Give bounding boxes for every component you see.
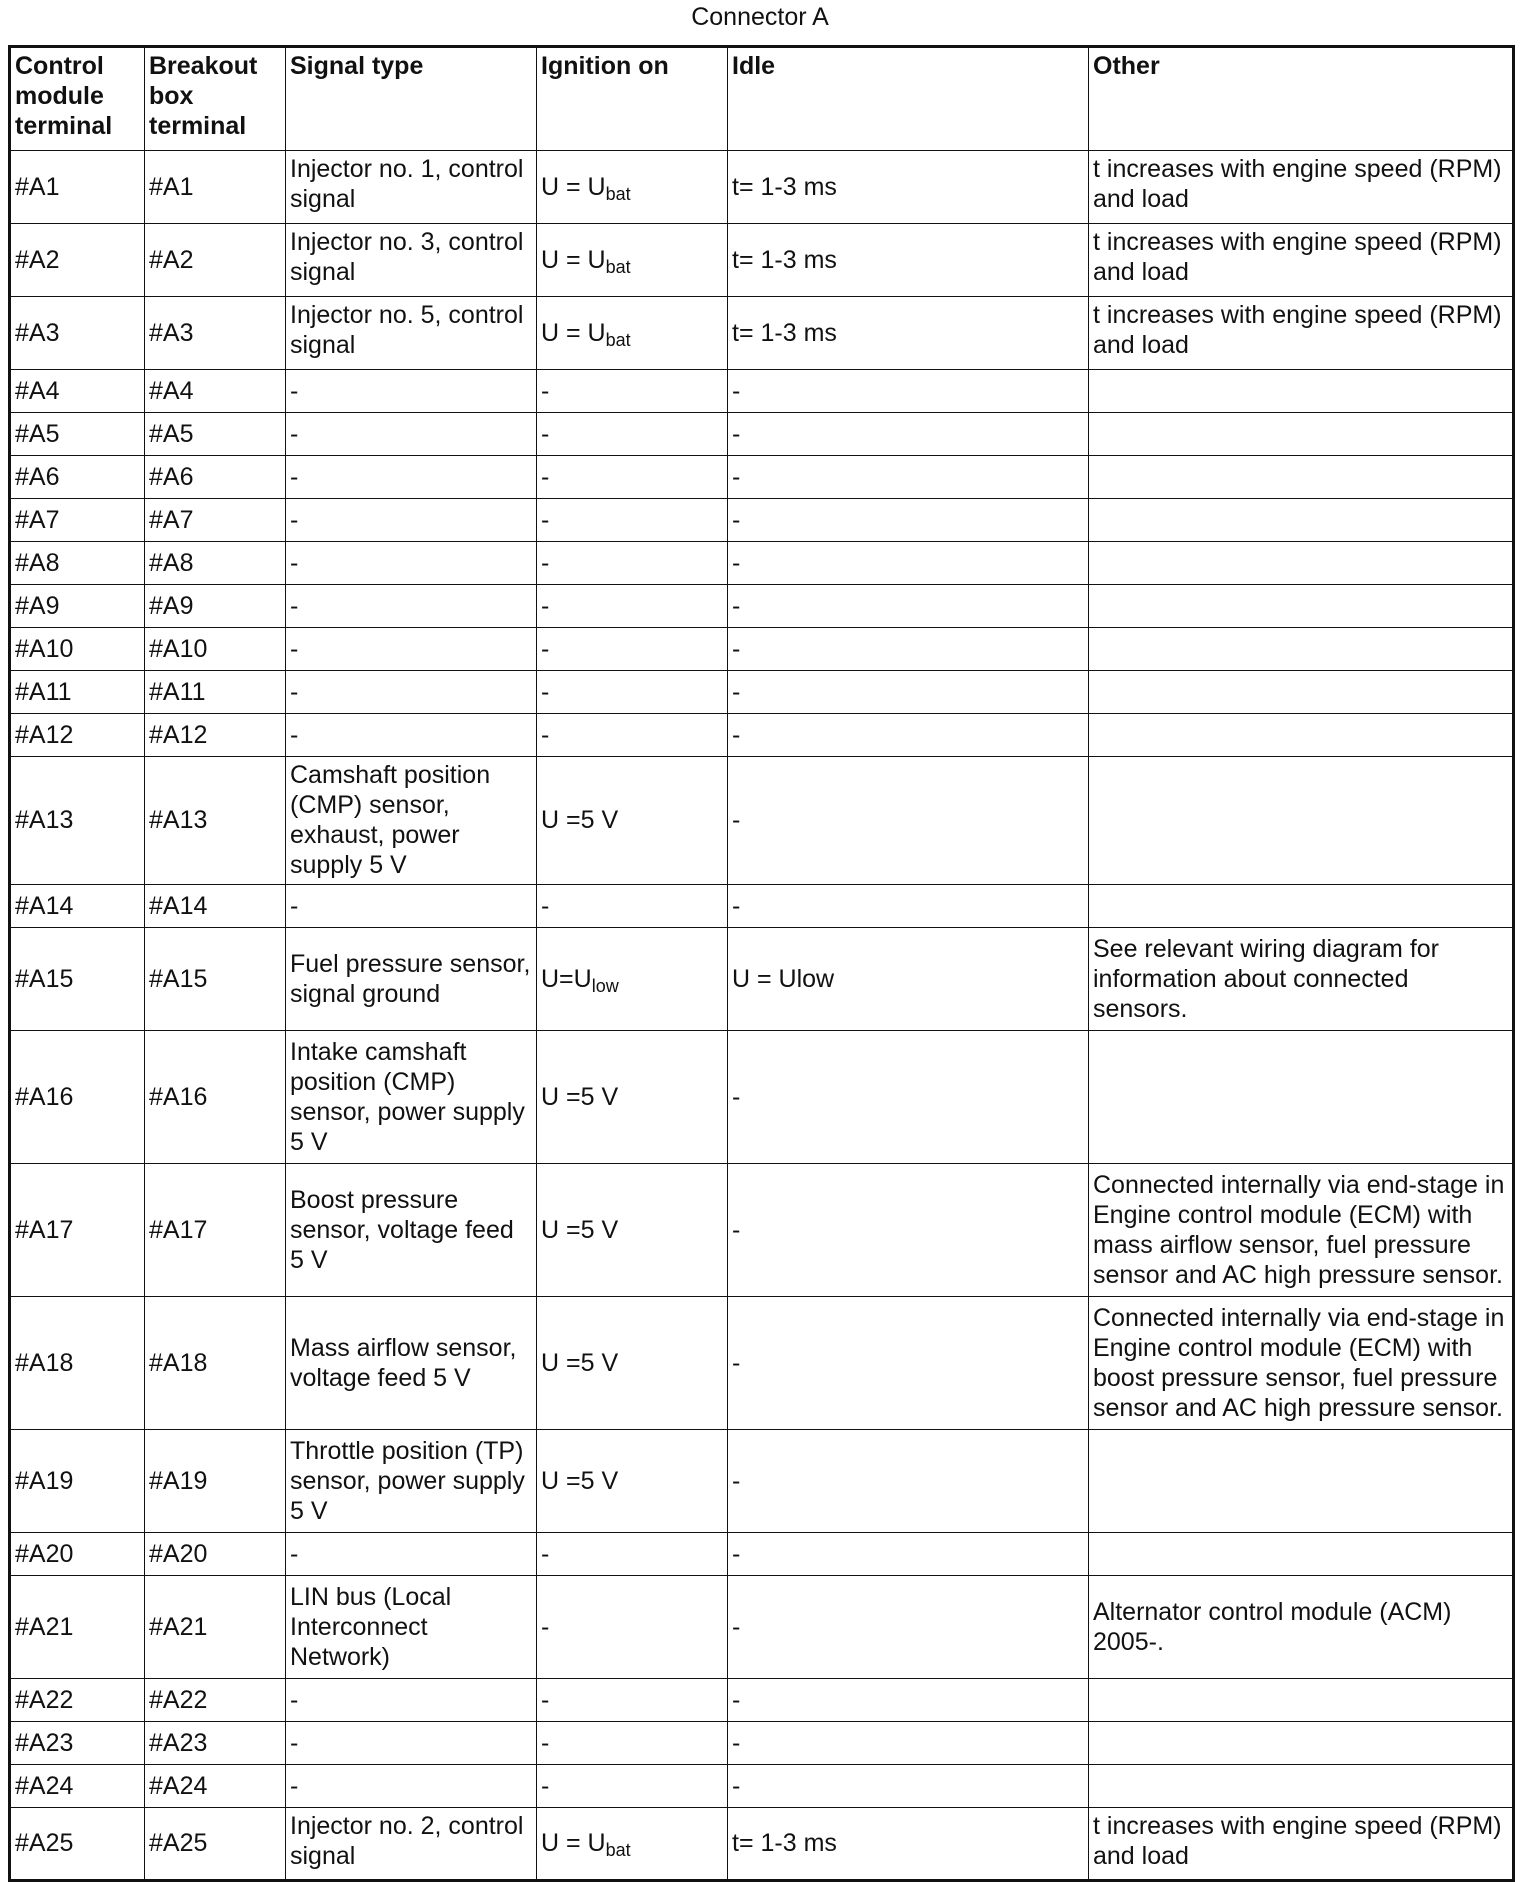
control-module-terminal-cell: #A14 (10, 885, 145, 928)
idle-cell: - (728, 628, 1089, 671)
control-module-terminal-cell: #A23 (10, 1722, 145, 1765)
table-row (10, 928, 1514, 1031)
ignition-on-cell (537, 542, 728, 585)
idle-cell: t= 1-3 ms (728, 151, 1089, 224)
table-row (10, 456, 1514, 499)
breakout-box-terminal-cell: #A16 (145, 1031, 286, 1164)
control-module-terminal-cell: #A4 (10, 370, 145, 413)
table-row (10, 585, 1514, 628)
signal-type-cell: Injector no. 1, control signal (286, 151, 537, 224)
breakout-box-terminal-cell: #A17 (145, 1164, 286, 1297)
signal-type-cell: - (286, 585, 537, 628)
ignition-on-cell (537, 1808, 728, 1881)
other-cell (1089, 671, 1514, 714)
other-cell (1089, 413, 1514, 456)
signal-type-cell: Fuel pressure sensor, signal ground (286, 928, 537, 1031)
signal-type-cell: - (286, 1765, 537, 1808)
control-module-terminal-cell: #A24 (10, 1765, 145, 1808)
control-module-terminal-cell: #A19 (10, 1430, 145, 1533)
control-module-terminal-cell: #A2 (10, 224, 145, 297)
ignition-on-cell (537, 413, 728, 456)
other-cell: See relevant wiring diagram for information about connected sensors. (1089, 928, 1514, 1031)
breakout-box-terminal-cell: #A12 (145, 714, 286, 757)
other-cell (1089, 499, 1514, 542)
idle-cell: - (728, 671, 1089, 714)
control-module-terminal-cell: #A11 (10, 671, 145, 714)
ignition-on-cell (537, 1533, 728, 1576)
header-control-module-terminal: Control module terminal (10, 47, 145, 151)
ignition-on-value: - (541, 1612, 550, 1641)
ignition-on-value: - (541, 677, 550, 706)
ignition-on-value: U = U (541, 1829, 606, 1857)
other-cell (1089, 628, 1514, 671)
breakout-box-terminal-cell: #A5 (145, 413, 286, 456)
idle-cell: - (728, 714, 1089, 757)
table-row (10, 1031, 1514, 1164)
idle-cell: - (728, 585, 1089, 628)
ignition-on-value: - (541, 548, 550, 577)
header-signal-type: Signal type (286, 47, 537, 151)
signal-type-cell: - (286, 499, 537, 542)
control-module-terminal-cell: #A17 (10, 1164, 145, 1297)
ignition-on-cell (537, 224, 728, 297)
table-row (10, 297, 1514, 370)
ignition-on-value: U =5 V (541, 1082, 619, 1111)
breakout-box-terminal-cell: #A8 (145, 542, 286, 585)
table-row (10, 1164, 1514, 1297)
control-module-terminal-cell: #A1 (10, 151, 145, 224)
other-cell (1089, 757, 1514, 885)
control-module-terminal-cell: #A15 (10, 928, 145, 1031)
ignition-on-cell (537, 671, 728, 714)
breakout-box-terminal-cell: #A13 (145, 757, 286, 885)
signal-type-cell: - (286, 628, 537, 671)
table-row (10, 628, 1514, 671)
table-row (10, 1297, 1514, 1430)
breakout-box-terminal-cell: #A25 (145, 1808, 286, 1881)
table-row (10, 1765, 1514, 1808)
control-module-terminal-cell: #A13 (10, 757, 145, 885)
ignition-on-value: - (541, 591, 550, 620)
header-other: Other (1089, 47, 1514, 151)
ignition-on-subscript: bat (605, 329, 631, 350)
table-row (10, 1576, 1514, 1679)
idle-cell: - (728, 1765, 1089, 1808)
signal-type-cell: - (286, 1533, 537, 1576)
control-module-terminal-cell: #A5 (10, 413, 145, 456)
signal-type-cell: - (286, 714, 537, 757)
signal-type-cell: Injector no. 5, control signal (286, 297, 537, 370)
table-row (10, 1722, 1514, 1765)
idle-cell: - (728, 1430, 1089, 1533)
ignition-on-cell (537, 499, 728, 542)
idle-cell: - (728, 370, 1089, 413)
ignition-on-value: - (541, 1539, 550, 1568)
idle-cell: - (728, 1576, 1089, 1679)
breakout-box-terminal-cell: #A4 (145, 370, 286, 413)
table-row (10, 370, 1514, 413)
signal-type-cell: Mass airflow sensor, voltage feed 5 V (286, 1297, 537, 1430)
control-module-terminal-cell: #A12 (10, 714, 145, 757)
ignition-on-value: U =5 V (541, 1348, 619, 1377)
header-row (10, 47, 1514, 151)
signal-type-cell: - (286, 885, 537, 928)
breakout-box-terminal-cell: #A22 (145, 1679, 286, 1722)
ignition-on-value: U = U (541, 172, 606, 201)
idle-cell: - (728, 413, 1089, 456)
other-cell: t increases with engine speed (RPM) and load (1089, 1808, 1514, 1881)
signal-type-cell: - (286, 1722, 537, 1765)
table-row (10, 714, 1514, 757)
signal-type-cell: - (286, 542, 537, 585)
breakout-box-terminal-cell: #A24 (145, 1765, 286, 1808)
control-module-terminal-cell: #A3 (10, 297, 145, 370)
ignition-on-cell (537, 1679, 728, 1722)
ignition-on-cell (537, 297, 728, 370)
other-cell (1089, 370, 1514, 413)
idle-cell: - (728, 1031, 1089, 1164)
ignition-on-subscript: low (591, 975, 619, 996)
ignition-on-cell (537, 1576, 728, 1679)
signal-type-cell: - (286, 671, 537, 714)
ignition-on-value: U = U (541, 245, 606, 274)
idle-cell: U = Ulow (728, 928, 1089, 1031)
ignition-on-value: - (541, 462, 550, 491)
signal-type-cell: - (286, 456, 537, 499)
ignition-on-value: U =5 V (541, 806, 619, 834)
ignition-on-cell (537, 1722, 728, 1765)
idle-cell: - (728, 1533, 1089, 1576)
ignition-on-cell (537, 757, 728, 885)
ignition-on-value: - (541, 376, 550, 405)
ignition-on-cell (537, 1765, 728, 1808)
connector-a-table (8, 45, 1515, 1882)
signal-type-cell: - (286, 370, 537, 413)
table-row (10, 151, 1514, 224)
table-row (10, 499, 1514, 542)
other-cell (1089, 1430, 1514, 1533)
other-cell (1089, 1765, 1514, 1808)
idle-cell: - (728, 542, 1089, 585)
ignition-on-cell (537, 151, 728, 224)
signal-type-cell: Throttle position (TP) sensor, power supply 5 V (286, 1430, 537, 1533)
ignition-on-cell (537, 1164, 728, 1297)
idle-cell: - (728, 499, 1089, 542)
other-cell (1089, 1533, 1514, 1576)
control-module-terminal-cell: #A10 (10, 628, 145, 671)
ignition-on-value: U =5 V (541, 1466, 619, 1495)
table-row (10, 224, 1514, 297)
header-ignition-on: Ignition on (537, 47, 728, 151)
ignition-on-cell (537, 370, 728, 413)
breakout-box-terminal-cell: #A20 (145, 1533, 286, 1576)
breakout-box-terminal-cell: #A14 (145, 885, 286, 928)
table-row (10, 1679, 1514, 1722)
control-module-terminal-cell: #A16 (10, 1031, 145, 1164)
other-cell (1089, 1679, 1514, 1722)
idle-cell: - (728, 1164, 1089, 1297)
ignition-on-value: - (541, 1728, 550, 1757)
other-cell (1089, 1031, 1514, 1164)
ignition-on-subscript: bat (605, 1840, 631, 1860)
idle-cell: t= 1-3 ms (728, 297, 1089, 370)
breakout-box-terminal-cell: #A3 (145, 297, 286, 370)
breakout-box-terminal-cell: #A2 (145, 224, 286, 297)
ignition-on-cell (537, 456, 728, 499)
breakout-box-terminal-cell: #A19 (145, 1430, 286, 1533)
other-cell (1089, 456, 1514, 499)
table-row (10, 542, 1514, 585)
other-cell: Connected internally via end-stage in Engine control module (ECM) with boost pressure sensor, fuel pressure sensor and AC high pressure sensor. (1089, 1297, 1514, 1430)
breakout-box-terminal-cell: #A18 (145, 1297, 286, 1430)
idle-cell: - (728, 757, 1089, 885)
control-module-terminal-cell: #A8 (10, 542, 145, 585)
idle-cell: t= 1-3 ms (728, 1808, 1089, 1881)
breakout-box-terminal-cell: #A10 (145, 628, 286, 671)
signal-type-cell: LIN bus (Local Interconnect Network) (286, 1576, 537, 1679)
ignition-on-value: U =5 V (541, 1215, 619, 1244)
ignition-on-cell (537, 585, 728, 628)
other-cell: Connected internally via end-stage in Engine control module (ECM) with mass airflow sensor, fuel pressure sensor and AC high pressure sensor. (1089, 1164, 1514, 1297)
ignition-on-value: - (541, 720, 550, 749)
idle-cell: - (728, 1297, 1089, 1430)
ignition-on-value: - (541, 419, 550, 448)
breakout-box-terminal-cell: #A11 (145, 671, 286, 714)
page-title: Connector A (691, 3, 829, 31)
control-module-terminal-cell: #A20 (10, 1533, 145, 1576)
table-row (10, 1533, 1514, 1576)
table-row (10, 413, 1514, 456)
control-module-terminal-cell: #A7 (10, 499, 145, 542)
signal-type-cell: Camshaft position (CMP) sensor, exhaust, power supply 5 V (286, 757, 537, 885)
ignition-on-value: U=U (541, 964, 592, 993)
breakout-box-terminal-cell: #A6 (145, 456, 286, 499)
ignition-on-cell (537, 714, 728, 757)
table-row (10, 1808, 1514, 1881)
table-row (10, 671, 1514, 714)
other-cell: Alternator control module (ACM) 2005-. (1089, 1576, 1514, 1679)
ignition-on-subscript: bat (605, 256, 631, 277)
ignition-on-value: - (541, 505, 550, 534)
other-cell (1089, 714, 1514, 757)
ignition-on-cell (537, 928, 728, 1031)
ignition-on-cell (537, 1031, 728, 1164)
other-cell (1089, 542, 1514, 585)
other-cell (1089, 1722, 1514, 1765)
breakout-box-terminal-cell: #A21 (145, 1576, 286, 1679)
header-breakout-box-terminal: Breakout box terminal (145, 47, 286, 151)
other-cell: t increases with engine speed (RPM) and load (1089, 151, 1514, 224)
ignition-on-value: - (541, 891, 550, 920)
control-module-terminal-cell: #A9 (10, 585, 145, 628)
signal-type-cell: Intake camshaft position (CMP) sensor, power supply 5 V (286, 1031, 537, 1164)
other-cell: t increases with engine speed (RPM) and load (1089, 297, 1514, 370)
control-module-terminal-cell: #A25 (10, 1808, 145, 1881)
breakout-box-terminal-cell: #A7 (145, 499, 286, 542)
table-row (10, 885, 1514, 928)
ignition-on-cell (537, 885, 728, 928)
signal-type-cell: Boost pressure sensor, voltage feed 5 V (286, 1164, 537, 1297)
control-module-terminal-cell: #A6 (10, 456, 145, 499)
idle-cell: - (728, 1722, 1089, 1765)
signal-type-cell: - (286, 413, 537, 456)
control-module-terminal-cell: #A22 (10, 1679, 145, 1722)
ignition-on-cell (537, 1297, 728, 1430)
ignition-on-cell (537, 1430, 728, 1533)
idle-cell: t= 1-3 ms (728, 224, 1089, 297)
ignition-on-value: - (541, 1685, 550, 1714)
signal-type-cell: Injector no. 3, control signal (286, 224, 537, 297)
breakout-box-terminal-cell: #A23 (145, 1722, 286, 1765)
ignition-on-value: - (541, 1771, 550, 1800)
control-module-terminal-cell: #A18 (10, 1297, 145, 1430)
ignition-on-cell (537, 628, 728, 671)
signal-type-cell: - (286, 1679, 537, 1722)
idle-cell: - (728, 456, 1089, 499)
idle-cell: - (728, 885, 1089, 928)
breakout-box-terminal-cell: #A9 (145, 585, 286, 628)
breakout-box-terminal-cell: #A15 (145, 928, 286, 1031)
table-row (10, 1430, 1514, 1533)
ignition-on-value: - (541, 634, 550, 663)
idle-cell: - (728, 1679, 1089, 1722)
breakout-box-terminal-cell: #A1 (145, 151, 286, 224)
other-cell (1089, 885, 1514, 928)
ignition-on-subscript: bat (605, 183, 631, 204)
ignition-on-value: U = U (541, 318, 606, 347)
other-cell (1089, 585, 1514, 628)
table-row (10, 757, 1514, 885)
header-idle: Idle (728, 47, 1089, 151)
other-cell: t increases with engine speed (RPM) and load (1089, 224, 1514, 297)
control-module-terminal-cell: #A21 (10, 1576, 145, 1679)
signal-type-cell: Injector no. 2, control signal (286, 1808, 537, 1881)
table-body (10, 151, 1514, 1881)
